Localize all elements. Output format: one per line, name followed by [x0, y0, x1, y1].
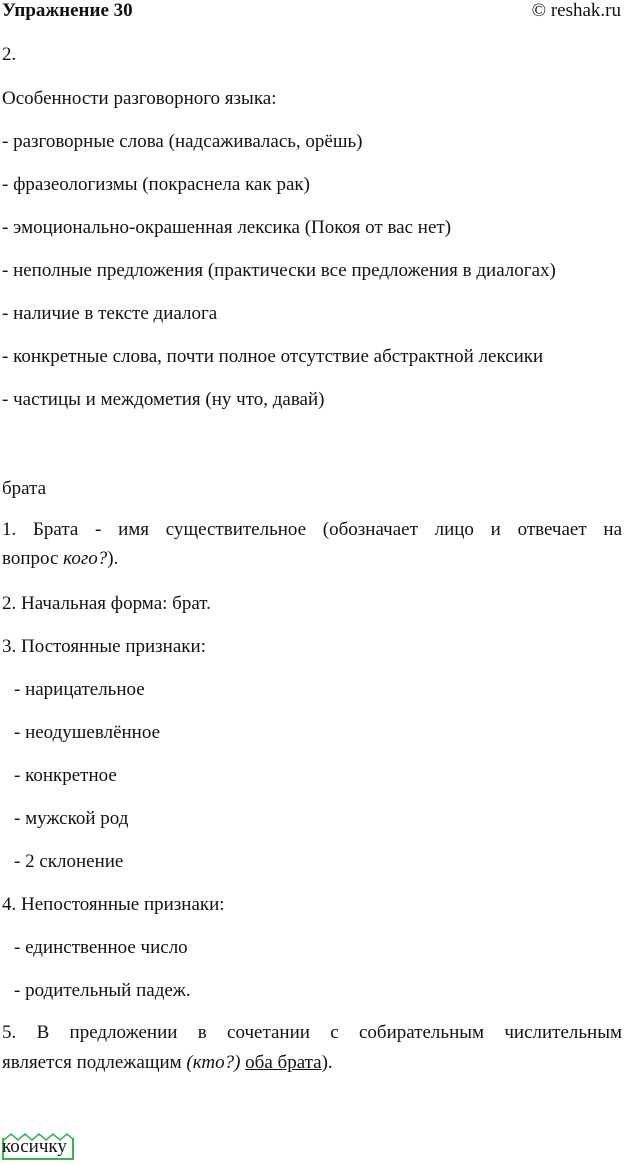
page-header [0, 0, 625, 30]
text-fragment: ). [107, 548, 119, 569]
question-italic: кого? [63, 548, 108, 569]
paragraph-3: 3. Постоянные признаки: [2, 636, 206, 657]
list-item: - эмоционально-окрашенная лексика (Покоя от вас нет) [2, 217, 452, 238]
paragraph-5-line-1: 5. В предложении в сочетании с собирательным числительным [2, 1022, 622, 1043]
list-item: - 2 склонение [14, 851, 124, 872]
list-item: - разговорные слова (надсаживалась, орёшь) [2, 131, 363, 152]
paragraph-1-line-2 [2, 548, 118, 570]
text-fragment: является подлежащим [2, 1052, 187, 1073]
list-item: - родительный падеж. [14, 980, 191, 1001]
list-item: - неполные предложения (практически все предложения в диалогах) [2, 260, 556, 281]
exercise-title: Упражнение 30 [2, 0, 133, 21]
text-fragment: вопрос [2, 548, 64, 569]
paragraph-5-line-2 [2, 1052, 333, 1074]
paragraph-4: 4. Непостоянные признаки: [2, 894, 225, 915]
list-item: - нарицательное [14, 679, 145, 700]
section-heading: Особенности разговорного языка: [2, 88, 277, 109]
list-item: - частицы и междометия (ну что, давай) [2, 389, 325, 410]
parsed-word: брата [2, 478, 47, 499]
list-item: - единственное число [14, 937, 188, 958]
section-number: 2. [2, 44, 17, 65]
list-item: - конкретные слова, почти полное отсутствие абстрактной лексики [2, 346, 544, 367]
list-item: - неодушевлённое [14, 722, 160, 743]
question-italic: (кто?) [186, 1052, 241, 1073]
list-item: - мужской род [14, 808, 129, 829]
list-item: - фразеологизмы (покраснела как рак) [2, 174, 310, 195]
list-item: - конкретное [14, 765, 117, 786]
list-item: - наличие в тексте диалога [2, 303, 218, 324]
underlined-subject: оба брата [245, 1052, 322, 1073]
copyright-text: © reshak.ru [531, 0, 621, 21]
parsed-word: косичку [2, 1136, 67, 1157]
paragraph-1-line-1: 1. Брата - имя существительное (обозначает лицо и отвечает на [2, 519, 622, 540]
text-fragment: ). [321, 1052, 333, 1073]
paragraph-2: 2. Начальная форма: брат. [2, 593, 211, 614]
